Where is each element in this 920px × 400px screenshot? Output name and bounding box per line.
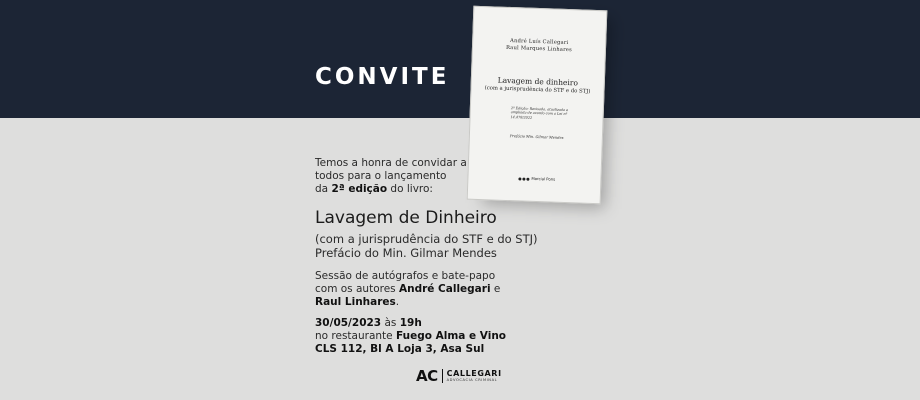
- book-cover-edition-note: 2ª Edição: Revisada, atualizada e ampliada de acordo com a Lei nº 14.478/2022: [510, 106, 569, 120]
- book-cover-image: [467, 6, 608, 205]
- book-cover-preface: Prefácio Min. Gilmar Mendes: [509, 134, 564, 140]
- book-title: Lavagem de Dinheiro: [315, 208, 497, 228]
- session-line-2-post: e: [490, 283, 501, 295]
- session-line-3: [315, 296, 500, 309]
- logo-tagline: ADVOCACIA CRIMINAL: [446, 378, 498, 382]
- event-datetime: [315, 317, 506, 330]
- book-cover-title: Lavagem de dinheiro: [497, 75, 579, 88]
- event-venue: Fuego Alma e Vino: [395, 330, 507, 342]
- intro-line-2: todos para o lançamento: [315, 170, 447, 182]
- event-venue-pre: no restaurante: [315, 330, 396, 342]
- edition-label: 2ª edição: [331, 183, 388, 195]
- book-cover-author-1: André Luís Callegari: [509, 38, 569, 47]
- logo-divider: [442, 369, 443, 383]
- session-author-1: André Callegari: [398, 283, 491, 295]
- session-line-1: Sessão de autógrafos e bate-papo: [315, 270, 496, 282]
- logo-name: CALLEGARI: [446, 369, 502, 378]
- session-author-2: Raul Linhares: [315, 296, 396, 308]
- event-info: [315, 317, 506, 356]
- invitation-intro: [315, 157, 467, 196]
- session-info: [315, 270, 500, 309]
- header-band: [0, 0, 920, 118]
- book-preface: Prefácio do Min. Gilmar Mendes: [315, 246, 497, 260]
- intro-line-3-pre: da: [315, 183, 332, 195]
- intro-line-3-post: do livro:: [387, 183, 433, 195]
- logo-text: [447, 369, 502, 383]
- book-cover-publisher: [518, 176, 555, 181]
- page-title: CONVITE: [315, 64, 450, 90]
- intro-line-1: Temos a honra de convidar a: [315, 157, 467, 169]
- session-line-3-post: .: [395, 296, 400, 308]
- event-date: 30/05/2023: [315, 317, 382, 329]
- session-line-2-pre: com os autores: [315, 283, 399, 295]
- book-details: [315, 232, 538, 260]
- logo-mark: AC: [416, 367, 438, 385]
- event-address-line: [315, 343, 506, 356]
- event-time: 19h: [399, 317, 422, 329]
- book-cover-author-2: Raul Marques Linhares: [505, 44, 573, 54]
- session-line-2: [315, 283, 500, 296]
- event-venue-line: [315, 330, 506, 343]
- callegari-logo: [416, 367, 502, 385]
- event-address: CLS 112, Bl A Loja 3, Asa Sul: [315, 343, 485, 355]
- book-cover-subtitle: (com a jurisprudência do STF e do STJ): [484, 85, 591, 95]
- event-at: às: [381, 317, 400, 329]
- book-cover-publisher-name: Marcial Pons: [531, 175, 556, 182]
- intro-line-3: [315, 183, 467, 196]
- book-subtitle: (com a jurisprudência do STF e do STJ): [315, 232, 538, 246]
- publisher-logo-icon: [518, 177, 529, 180]
- book-cover-authors: [473, 37, 605, 56]
